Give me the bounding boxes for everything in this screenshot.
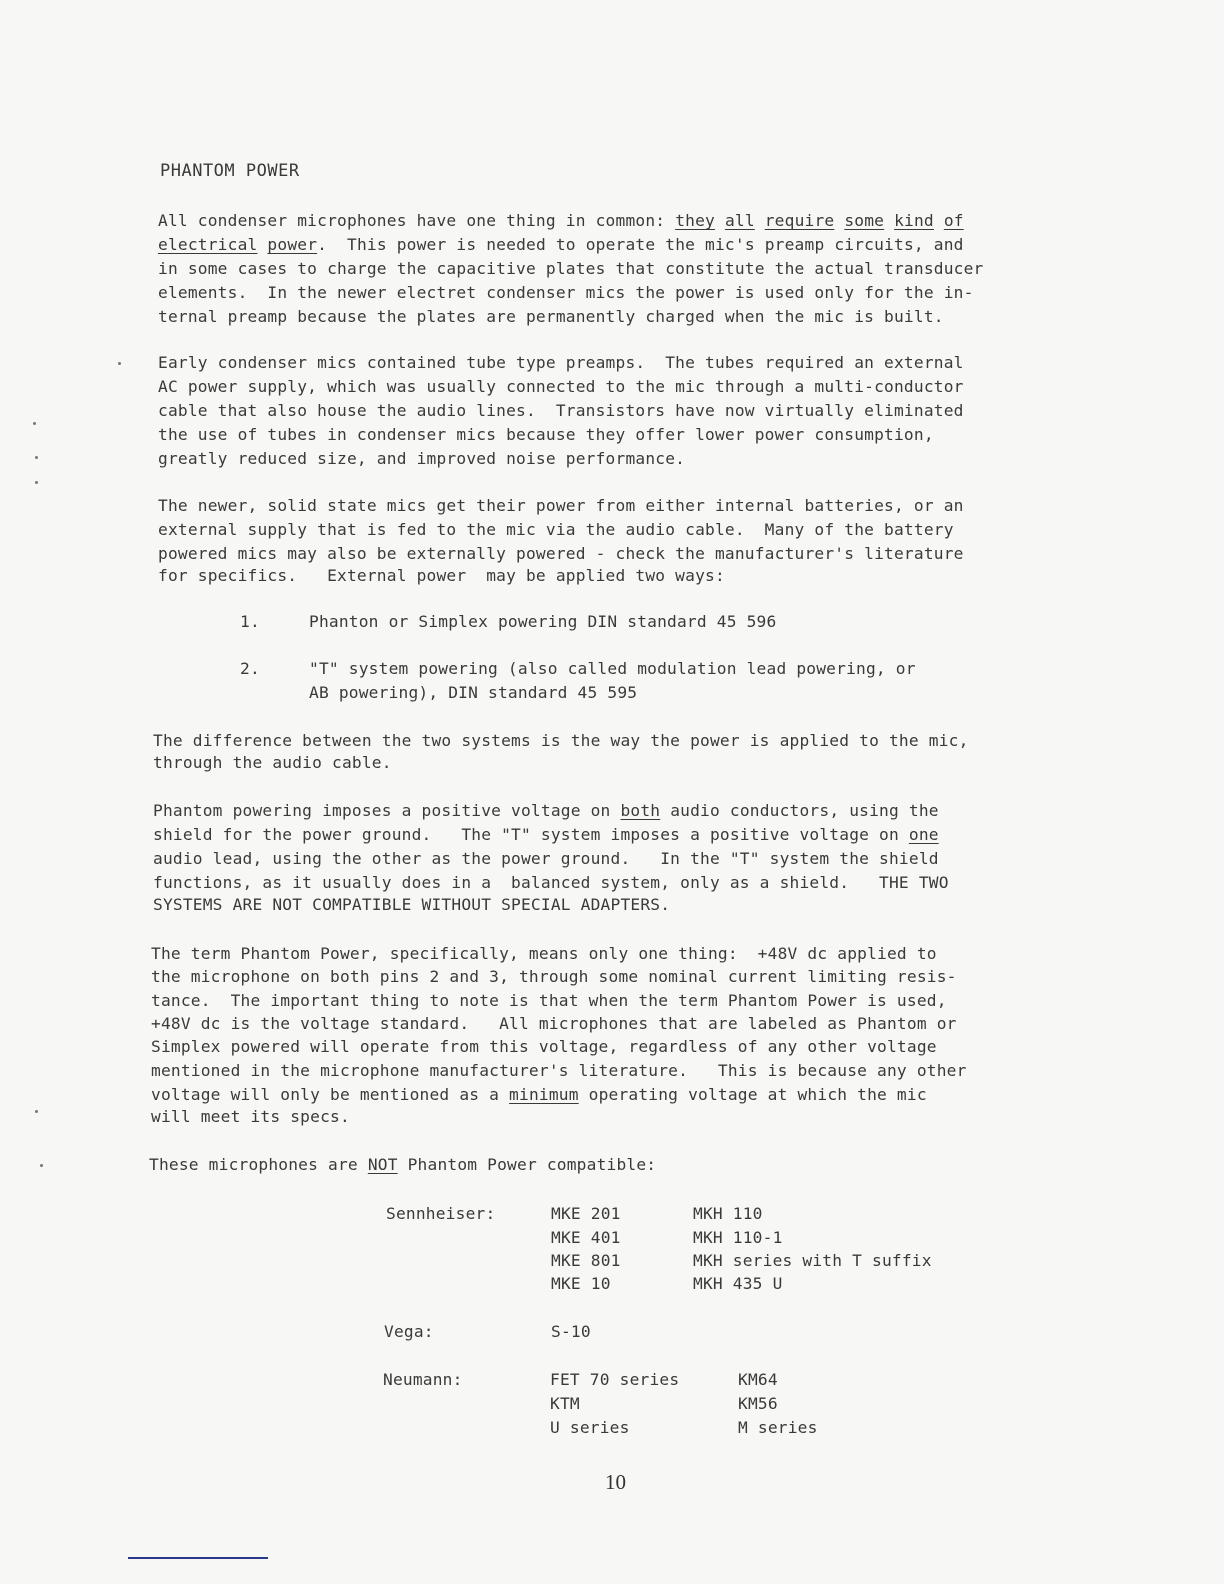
underlined-text: some: [844, 211, 885, 230]
text-line: greatly reduced size, and improved noise performance.: [158, 449, 686, 468]
manufacturer-label-vega: Vega:: [384, 1322, 434, 1341]
text-line: [153, 825, 939, 845]
text-span: Phantom powering imposes a positive voltage on: [153, 801, 621, 820]
scan-speck: [35, 456, 38, 459]
text-span: operating voltage at which the mic: [578, 1085, 927, 1104]
underlined-text: electrical: [158, 235, 258, 254]
text-line: [158, 211, 964, 231]
text-line: will meet its specs.: [151, 1107, 350, 1126]
table-cell: MKH 110-1: [693, 1228, 783, 1247]
underlined-text: minimum: [509, 1085, 579, 1104]
text-line: +48V dc is the voltage standard. All microphones that are labeled as Phantom or: [151, 1014, 957, 1033]
text-line: The newer, solid state mics get their power from either internal batteries, or an: [158, 496, 964, 515]
underlined-text: NOT: [367, 1155, 398, 1174]
table-cell: FET 70 series: [550, 1370, 680, 1389]
text-line: cable that also house the audio lines. Transistors have now virtually eliminated: [158, 401, 964, 420]
incompatible-intro: [149, 1155, 656, 1175]
text-line: functions, as it usually does in a balanced system, only as a shield. THE TWO: [153, 873, 949, 892]
table-cell: MKH 435 U: [693, 1274, 783, 1293]
text-line: SYSTEMS ARE NOT COMPATIBLE WITHOUT SPECIAL ADAPTERS.: [153, 895, 671, 914]
text-line: elements. In the newer electret condenser mics the power is used only for the in-: [158, 283, 974, 302]
table-cell: MKE 801: [551, 1251, 621, 1270]
text-span: . This power is needed to operate the mic's preamp circuits, and: [317, 235, 964, 254]
table-cell: S-10: [551, 1322, 591, 1341]
text-line: Simplex powered will operate from this voltage, regardless of any other voltage: [151, 1037, 937, 1056]
table-cell: MKE 10: [551, 1274, 611, 1293]
scan-speck: [40, 1164, 43, 1167]
list-number: 1.: [240, 612, 260, 631]
scan-edge-mark: [128, 1557, 268, 1559]
text-line: The term Phantom Power, specifically, means only one thing: +48V dc applied to: [151, 944, 937, 963]
text-line: mentioned in the microphone manufacturer's literature. This is because any other: [151, 1061, 967, 1080]
text-line: powered mics may also be externally powered - check the manufacturer's literature: [158, 544, 964, 563]
table-cell: KM56: [738, 1394, 778, 1413]
text-span: These microphones are: [149, 1155, 368, 1174]
underlined-text: one: [908, 825, 939, 844]
text-line: AC power supply, which was usually connected to the mic through a multi-conductor: [158, 377, 964, 396]
page-number: 10: [605, 1470, 626, 1494]
text-line: The difference between the two systems is the way the power is applied to the mic,: [153, 731, 969, 750]
text-line: for specifics. External power may be applied two ways:: [158, 566, 725, 585]
table-cell: MKH series with T suffix: [693, 1251, 932, 1270]
text-line: the use of tubes in condenser mics because they offer lower power consumption,: [158, 425, 934, 444]
text-line: through the audio cable.: [153, 753, 392, 772]
underlined-text: they: [675, 211, 715, 230]
underlined-text: power: [267, 235, 318, 254]
list-item: Phanton or Simplex powering DIN standard 45 596: [309, 612, 777, 631]
text-span: shield for the power ground. The "T" system imposes a positive voltage on: [153, 825, 909, 844]
list-item-continuation: AB powering), DIN standard 45 595: [309, 683, 638, 702]
text-line: audio lead, using the other as the power ground. In the "T" system the shield: [153, 849, 939, 868]
text-line: the microphone on both pins 2 and 3, through some nominal current limiting resis-: [151, 967, 957, 986]
text-line: Early condenser mics contained tube type preamps. The tubes required an external: [158, 353, 964, 372]
scan-speck: [118, 362, 121, 365]
underlined-text: require: [764, 211, 835, 230]
text-span: All condenser microphones have one thing in common:: [158, 211, 676, 230]
table-cell: M series: [738, 1418, 818, 1437]
scan-speck: [35, 481, 38, 484]
table-cell: MKE 401: [551, 1228, 621, 1247]
underlined-text: all: [724, 211, 755, 230]
underlined-text: kind: [894, 211, 934, 230]
text-line: in some cases to charge the capacitive plates that constitute the actual transducer: [158, 259, 984, 278]
scan-speck: [35, 1110, 38, 1113]
table-cell: U series: [550, 1418, 630, 1437]
manufacturer-label-sennheiser: Sennheiser:: [386, 1204, 496, 1223]
text-line: [153, 801, 939, 821]
table-cell: KTM: [550, 1394, 580, 1413]
list-item: "T" system powering (also called modulation lead powering, or: [309, 659, 916, 678]
manufacturer-label-neumann: Neumann:: [383, 1370, 463, 1389]
text-line: tance. The important thing to note is that when the term Phantom Power is used,: [151, 991, 947, 1010]
text-span: audio conductors, using the: [660, 801, 939, 820]
table-cell: MKH 110: [693, 1204, 763, 1223]
text-line: [151, 1085, 927, 1105]
underlined-text: both: [620, 801, 661, 820]
table-cell: KM64: [738, 1370, 778, 1389]
text-line: ternal preamp because the plates are permanently charged when the mic is built.: [158, 307, 944, 326]
list-number: 2.: [240, 659, 260, 678]
scan-speck: [33, 422, 36, 425]
text-span: voltage will only be mentioned as a: [151, 1085, 510, 1104]
text-line: external supply that is fed to the mic via the audio cable. Many of the battery: [158, 520, 954, 539]
table-cell: MKE 201: [551, 1204, 621, 1223]
page-title: PHANTOM POWER: [160, 161, 300, 181]
underlined-text: of: [943, 211, 964, 230]
text-span: Phantom Power compatible:: [397, 1155, 657, 1174]
text-line: [158, 235, 964, 255]
